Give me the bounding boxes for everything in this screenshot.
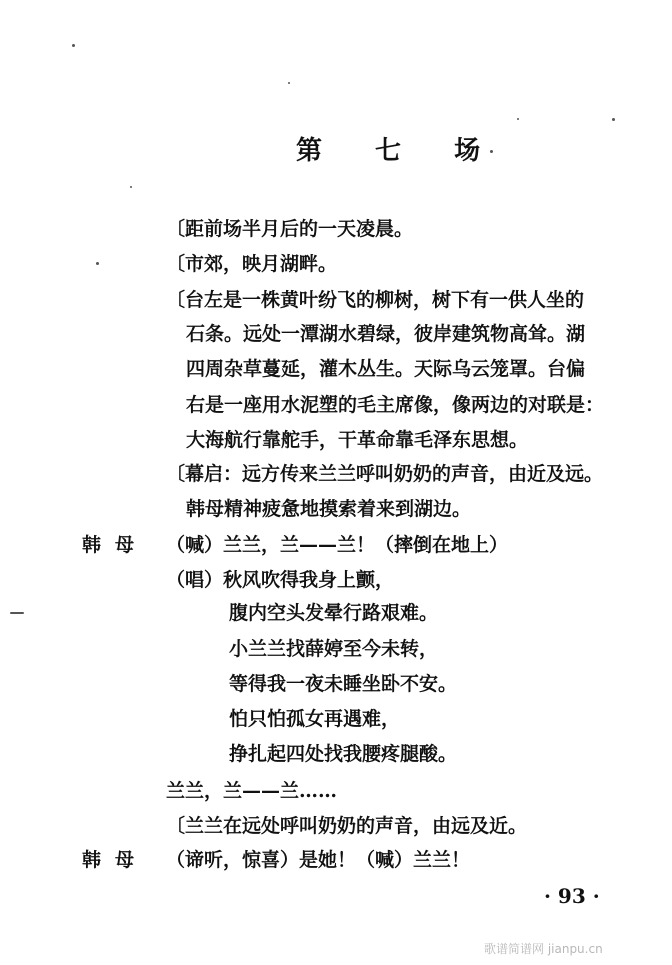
scan-speck [10,612,24,614]
scene-title: 第 七 场 [296,136,503,166]
song-verse: 怕只怕孤女再遇难， [229,708,401,730]
scan-speck [130,186,132,188]
stage-direction: 〔幕启：远方传来兰兰呼叫奶奶的声音，由近及远。 [166,463,604,485]
scan-speck [517,118,519,120]
stage-direction: 四周杂草蔓延，灌木丛生。天际乌云笼罩。台偏 [186,358,586,380]
stage-direction: 大海航行靠舵手，干革命靠毛泽东思想。 [186,429,529,451]
watermark-text: 歌谱简谱网 jianpu.cn [484,942,603,956]
speaker-name: 韩母 [82,849,149,871]
song-cue: （唱）秋风吹得我身上颤， [166,569,395,591]
dialogue-line: （谛听，惊喜）是她！（喊）兰兰！ [166,849,471,871]
song-verse: 等得我一夜未睡坐卧不安。 [229,673,458,695]
song-verse: 腹内空头发晕行路艰难。 [229,602,439,624]
song-verse: 挣扎起四处找我腰疼腿酸。 [229,743,458,765]
scan-speck [288,82,290,84]
song-verse: 小兰兰找薛婷至今未转， [229,638,439,660]
speaker-name: 韩母 [82,534,149,556]
stage-direction: 〔距前场半月后的一天凌晨。 [166,218,414,240]
stage-direction: 〔台左是一株黄叶纷飞的柳树，树下有一供人坐的 [166,289,585,311]
page-number: · 93 · [544,884,600,908]
stage-direction: 韩母精神疲惫地摸索着来到湖边。 [186,498,472,520]
stage-direction: 右是一座用水泥塑的毛主席像，像两边的对联是： [186,394,605,416]
scan-speck [72,44,75,47]
stage-direction: 〔兰兰在远处呼叫奶奶的声音，由远及近。 [166,815,528,837]
scan-speck [612,118,615,121]
stage-direction: 〔市郊，映月湖畔。 [166,253,338,275]
scan-speck [96,262,99,265]
call-line: 兰兰，兰——兰…… [166,780,338,802]
dialogue-line: （喊）兰兰，兰——兰！（摔倒在地上） [166,534,509,556]
stage-direction: 石条。远处一潭湖水碧绿，彼岸建筑物高耸。湖 [186,323,586,345]
